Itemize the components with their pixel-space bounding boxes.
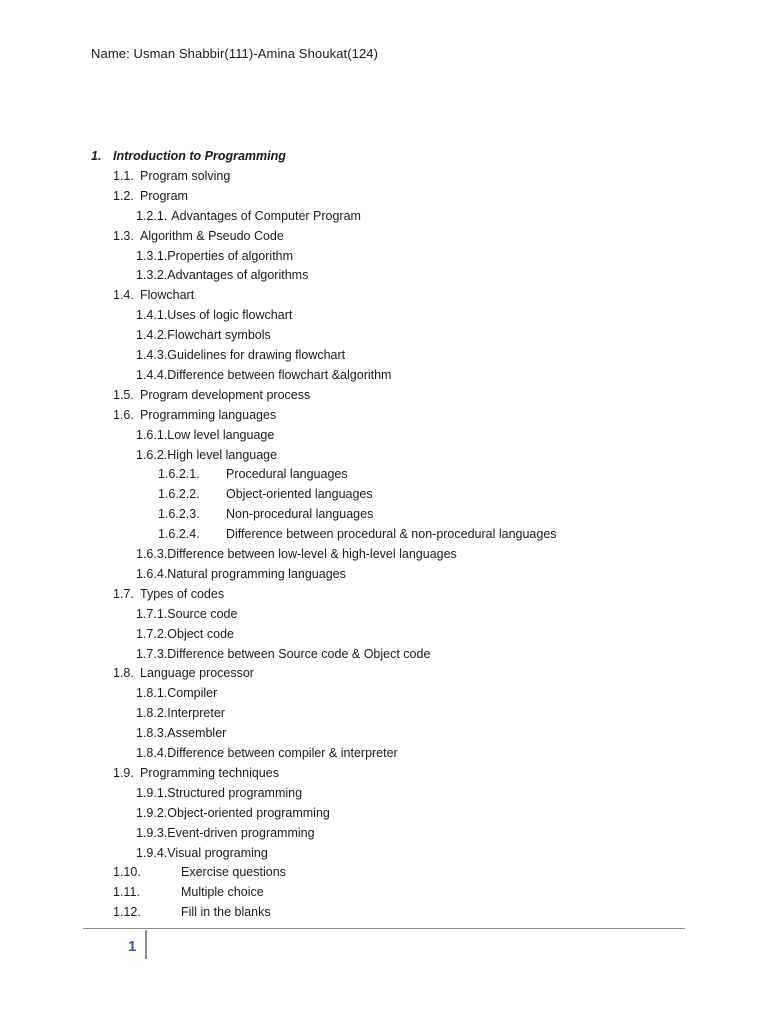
toc-entry	[113, 385, 310, 405]
toc-entry	[113, 862, 286, 882]
toc-entry	[136, 743, 398, 763]
toc-entry-title: Source code	[167, 606, 238, 621]
toc-entry-title: Flowchart symbols	[167, 328, 271, 343]
toc-entry-title: Difference between Source code & Object code	[167, 646, 431, 661]
toc-entry-title: Program development process	[140, 387, 311, 402]
toc-entry-number: 1.6.	[113, 407, 134, 422]
toc-entry-title: Types of codes	[140, 586, 225, 601]
footer-divider	[83, 928, 685, 929]
toc-entry-number: 1.3.1.	[136, 248, 168, 263]
toc-entry	[136, 723, 226, 743]
toc-entry-title: Fill in the blanks	[181, 905, 271, 920]
toc-entry-number: 1.11.	[113, 885, 140, 900]
toc-entry-title: Programming techniques	[140, 765, 279, 780]
toc-entry-number: 1.9.4.	[136, 845, 168, 860]
toc-entry	[136, 544, 457, 564]
toc-entry-title: Properties of algorithm	[167, 248, 294, 263]
toc-entry-number: 1.7.2.	[136, 626, 168, 641]
toc-entry-title: Object-oriented languages	[226, 487, 373, 502]
toc-entry-title: High level language	[167, 447, 278, 462]
toc-entry-title: Multiple choice	[181, 885, 264, 900]
toc-entry-number: 1.6.4.	[136, 566, 168, 581]
toc-entry-number: 1.4.4.	[136, 367, 168, 382]
toc-entry	[136, 683, 217, 703]
toc-entry-title: Interpreter	[167, 706, 225, 721]
toc-entry-number: 1.9.3.	[136, 825, 168, 840]
toc-entry-number: 1.6.2.3.	[158, 507, 200, 522]
toc-entry-number: 1.8.1.	[136, 686, 168, 701]
toc-entry-title: Low level language	[167, 427, 275, 442]
toc-entry-title: Program solving	[140, 168, 231, 183]
toc-entry-number: 1.4.1.	[136, 308, 168, 323]
toc-entry-number: 1.6.2.4.	[158, 527, 200, 542]
toc-entry	[136, 783, 302, 803]
toc-entry-title: Difference between low-level & high-level languages	[167, 547, 457, 561]
toc-entry-title: Visual programing	[167, 845, 268, 860]
toc-entry-number: 1.7.3.	[136, 646, 168, 661]
toc-entry-title: Event-driven programming	[167, 825, 315, 840]
toc-entry	[113, 285, 194, 305]
toc-entry-number: 1.4.	[113, 288, 134, 303]
toc-entry-title: Difference between flowchart &algorithm	[167, 367, 392, 382]
toc-entry	[113, 186, 188, 206]
toc-entry	[136, 305, 292, 325]
toc-entry	[91, 146, 286, 166]
toc-entry	[113, 902, 271, 922]
toc-entry-number: 1.9.2.	[136, 805, 168, 820]
toc-entry	[113, 405, 276, 425]
toc-entry-title: Programming languages	[140, 407, 277, 422]
toc-entry-number: 1.8.4.	[136, 746, 168, 760]
toc-entry-number: 1.4.2.	[136, 328, 168, 343]
toc-entry	[136, 843, 268, 863]
footer-vertical-bar	[145, 930, 147, 959]
toc-entry-number: 1.7.1.	[136, 606, 168, 621]
toc-entry-number: 1.8.	[113, 666, 134, 681]
toc-entry-title: Object-oriented programming	[167, 805, 330, 820]
toc-entry	[113, 584, 224, 604]
toc-entry	[136, 325, 271, 345]
toc-entry-title: Guidelines for drawing flowchart	[167, 348, 346, 362]
toc-entry-number: 1.1.	[113, 168, 134, 183]
toc-entry-number: 1.8.3.	[136, 726, 168, 741]
toc-entry	[158, 504, 373, 524]
toc-entry	[136, 345, 345, 365]
toc-entry	[158, 484, 373, 504]
toc-entry	[136, 365, 391, 385]
toc-entry-title: Compiler	[167, 686, 218, 701]
toc-entry-number: 1.8.2.	[136, 706, 168, 721]
toc-entry-number: 1.7.	[113, 586, 134, 601]
toc-entry-title: Assembler	[167, 726, 227, 741]
toc-entry-title: Introduction to Programming	[113, 149, 286, 163]
toc-entry	[136, 703, 225, 723]
toc-entry	[136, 246, 293, 266]
toc-entry-title: Language processor	[140, 666, 254, 681]
toc-entry-title: Difference between procedural & non-procedural languages	[226, 527, 557, 542]
toc-entry-title: Non-procedural languages	[226, 507, 374, 522]
toc-entry-number: 1.3.2.	[136, 268, 168, 283]
toc-entry-title: Advantages of algorithms	[167, 268, 309, 283]
toc-entry-title: Natural programming languages	[167, 566, 346, 581]
toc-entry-title: Exercise questions	[181, 865, 286, 880]
toc-entry	[158, 464, 348, 484]
toc-entry	[113, 226, 284, 246]
toc-entry	[136, 265, 308, 285]
toc-entry	[113, 663, 254, 683]
toc-entry-number: 1.10.	[113, 865, 141, 880]
page-number: 1	[128, 938, 137, 955]
toc-entry	[136, 445, 277, 465]
toc-entry-number: 1.6.2.2.	[158, 487, 200, 502]
toc-entry	[113, 882, 264, 902]
toc-entry	[136, 425, 274, 445]
toc-entry-number: 1.6.2.	[136, 447, 168, 462]
toc-entry-number: 1.	[91, 149, 102, 163]
toc-entry	[136, 644, 430, 664]
toc-entry-title: Program	[140, 188, 188, 203]
toc-entry	[136, 604, 237, 624]
toc-entry	[136, 564, 346, 584]
toc-entry	[136, 803, 330, 823]
toc-entry-title: Uses of logic flowchart	[167, 308, 293, 323]
toc-entry-title: Procedural languages	[226, 467, 348, 482]
toc-entry-number: 1.12.	[113, 905, 141, 920]
toc-entry-number: 1.9.1.	[136, 785, 168, 800]
toc-entry-number: 1.4.3.	[136, 348, 168, 362]
toc-entry-number: 1.3.	[113, 228, 134, 243]
toc-entry-number: 1.5.	[113, 387, 134, 402]
toc-entry-number: 1.6.2.1.	[158, 467, 200, 482]
toc-entry	[113, 166, 230, 186]
toc-entry	[136, 823, 315, 843]
toc-entry	[136, 206, 361, 226]
toc-entry-title: Object code	[167, 626, 234, 641]
toc-entry-title: Structured programming	[167, 785, 303, 800]
toc-entry-number: 1.2.	[113, 188, 134, 203]
toc-entry	[136, 624, 234, 644]
toc-entry-number: 1.6.3.	[136, 547, 168, 561]
toc-entry-number: 1.2.1.	[136, 208, 168, 223]
toc-entry	[113, 763, 279, 783]
toc-entry-number: 1.6.1.	[136, 427, 168, 442]
toc-entry-title: Algorithm & Pseudo Code	[140, 228, 284, 243]
toc-entry-title: Flowchart	[140, 288, 195, 303]
author-names: Name: Usman Shabbir(111)-Amina Shoukat(124)	[91, 46, 379, 61]
toc-entry-title: Advantages of Computer Program	[171, 208, 361, 223]
toc-entry-title: Difference between compiler & interpreter	[167, 746, 398, 760]
toc-entry	[158, 524, 557, 544]
toc-entry-number: 1.9.	[113, 765, 134, 780]
